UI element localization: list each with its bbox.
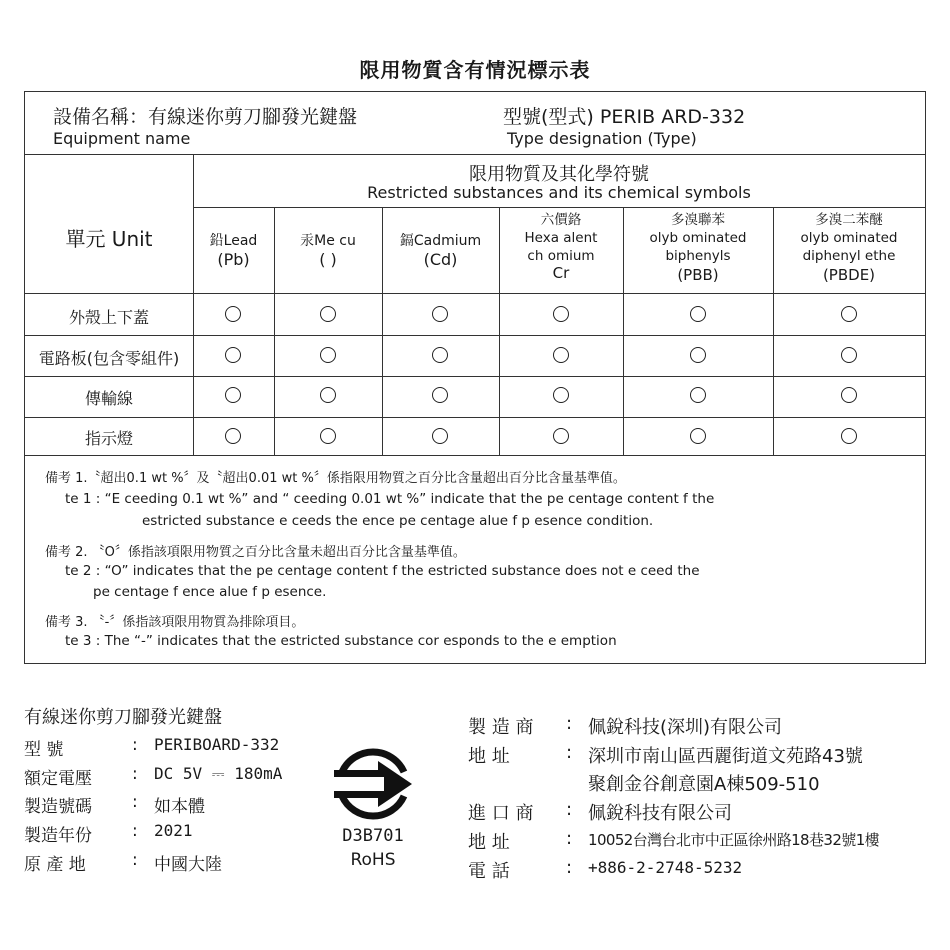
field-label-origin: 原 產 地 — [24, 855, 86, 875]
field-value-voltage: DC 5V ⎓ 180mA — [154, 764, 283, 783]
compliance-circle-icon — [553, 428, 569, 444]
type-designation: 型號(型式) PERIB ARD-332 — [503, 106, 746, 128]
compliance-circle-icon — [690, 387, 706, 403]
colon: : — [132, 792, 138, 812]
importer-address-label: 地 址 — [468, 832, 510, 853]
note-1-en: te 1 : “E ceeding 0.1 wt %” and “ ceeding 0.01 wt %” indicate that the pe centage content f the — [65, 491, 715, 507]
substance-table — [24, 91, 926, 664]
note-2-en: te 2 : “O” indicates that the pe centage content f the estricted substance does not e ceed the — [65, 563, 700, 579]
compliance-circle-icon — [841, 347, 857, 363]
phone-value: +886-2-2748-5232 — [588, 858, 743, 877]
field-label-serial: 製造號碼 — [24, 797, 92, 817]
manufacturer-address-value: 深圳市南山區西麗街道文苑路43號 — [588, 746, 863, 767]
field-value-serial: 如本體 — [154, 797, 205, 817]
compliance-circle-icon — [225, 347, 241, 363]
manufacturer-address-label: 地 址 — [468, 746, 510, 767]
rohs-label: RoHS — [350, 850, 396, 870]
colon: : — [132, 735, 138, 755]
col-header-pb: 鉛Lead (Pb) — [209, 233, 258, 269]
compliance-circle-icon — [432, 428, 448, 444]
colon: : — [132, 850, 138, 870]
col-header-pbde: 多溴二苯醚 olyb ominated diphenyl ethe (PBDE) — [800, 212, 898, 284]
compliance-circle-icon — [320, 428, 336, 444]
compliance-circle-icon — [320, 347, 336, 363]
compliance-circle-icon — [225, 428, 241, 444]
bsmi-certification-icon — [328, 742, 418, 826]
compliance-circle-icon — [320, 387, 336, 403]
compliance-circle-icon — [225, 306, 241, 322]
compliance-circle-icon — [690, 306, 706, 322]
importer-value: 佩銳科技有限公司 — [588, 803, 732, 824]
document-title: 限用物質含有情況標示表 — [359, 58, 591, 82]
certification-code: D3B701 — [342, 826, 404, 846]
colon: : — [566, 742, 573, 763]
compliance-circle-icon — [432, 347, 448, 363]
row-label-housing: 外殼上下蓋 — [68, 308, 149, 327]
field-label-year: 製造年份 — [24, 826, 92, 846]
type-designation-en: Type designation (Type) — [507, 129, 697, 148]
compliance-circle-icon — [320, 306, 336, 322]
note-1-en-cont: estricted substance e ceeds the ence pe centage alue f p esence condition. — [142, 513, 654, 529]
product-name: 有線迷你剪刀腳發光鍵盤 — [24, 707, 222, 728]
compliance-circle-icon — [841, 428, 857, 444]
col-header-pbb: 多溴聯苯 olyb ominated biphenyls (PBB) — [649, 212, 747, 284]
compliance-circle-icon — [432, 387, 448, 403]
row-label-cable: 傳輸線 — [84, 389, 133, 408]
compliance-circle-icon — [553, 347, 569, 363]
importer-address-value: 10052台灣台北市中正區徐州路18巷32號1樓 — [588, 831, 880, 849]
equipment-name-en: Equipment name — [53, 129, 191, 148]
note-2-zh: 備考 2. 〝O〞係指該項限用物質之百分比含量未超出百分比含量基準值。 — [45, 545, 466, 560]
row-label-pcb: 電路板(包含零組件) — [38, 349, 180, 368]
compliance-circle-icon — [432, 306, 448, 322]
col-header-cd: 鎘Cadmium (Cd) — [399, 233, 482, 269]
note-3-en: te 3 : The “-” indicates that the estricted substance cor esponds to the e emption — [65, 633, 617, 649]
colon: : — [566, 857, 573, 878]
colon: : — [132, 764, 138, 784]
colon: : — [132, 821, 138, 841]
note-3-zh: 備考 3. 〝-〞係指該項限用物質為排除項目。 — [45, 615, 305, 630]
col-header-cr6: 六價鉻 Hexa alent ch omium Cr — [524, 212, 598, 282]
phone-label: 電 話 — [468, 861, 510, 882]
restricted-title: 限用物質及其化學符號 — [469, 164, 649, 185]
equipment-name: 設備名稱：有線迷你剪刀腳發光鍵盤 — [53, 106, 358, 128]
compliance-circle-icon — [553, 306, 569, 322]
compliance-circle-icon — [841, 306, 857, 322]
compliance-circle-icon — [841, 387, 857, 403]
compliance-circle-icon — [690, 428, 706, 444]
field-value-year: 2021 — [154, 821, 193, 840]
compliance-circle-icon — [690, 347, 706, 363]
restricted-title-en: Restricted substances and its chemical symbols — [367, 183, 751, 202]
compliance-circle-icon — [553, 387, 569, 403]
note-1-zh: 備考 1.〝超出0.1 wt %〞及〝超出0.01 wt %〞係指限用物質之百分比含量超出百分比含量基準值。 — [45, 471, 626, 486]
field-value-model: PERIBOARD-332 — [154, 735, 280, 754]
colon: : — [566, 713, 573, 734]
colon: : — [566, 828, 573, 849]
importer-label: 進 口 商 — [468, 803, 534, 824]
compliance-circle-icon — [225, 387, 241, 403]
field-label-model: 型 號 — [24, 740, 64, 760]
field-label-voltage: 額定電壓 — [24, 769, 92, 789]
col-header-hg: 汞Me cu ( ) — [300, 233, 356, 269]
row-label-led: 指示燈 — [84, 429, 133, 448]
field-value-origin: 中國大陸 — [154, 855, 222, 875]
colon: : — [566, 799, 573, 820]
unit-label: 單元 Unit — [65, 227, 153, 251]
manufacturer-address-line2: 聚創金谷創意園A棟509-510 — [588, 774, 820, 795]
manufacturer-value: 佩銳科技(深圳)有限公司 — [588, 717, 783, 738]
manufacturer-label: 製 造 商 — [468, 717, 534, 738]
note-2-en-cont: pe centage f ence alue f p esence. — [93, 584, 327, 600]
